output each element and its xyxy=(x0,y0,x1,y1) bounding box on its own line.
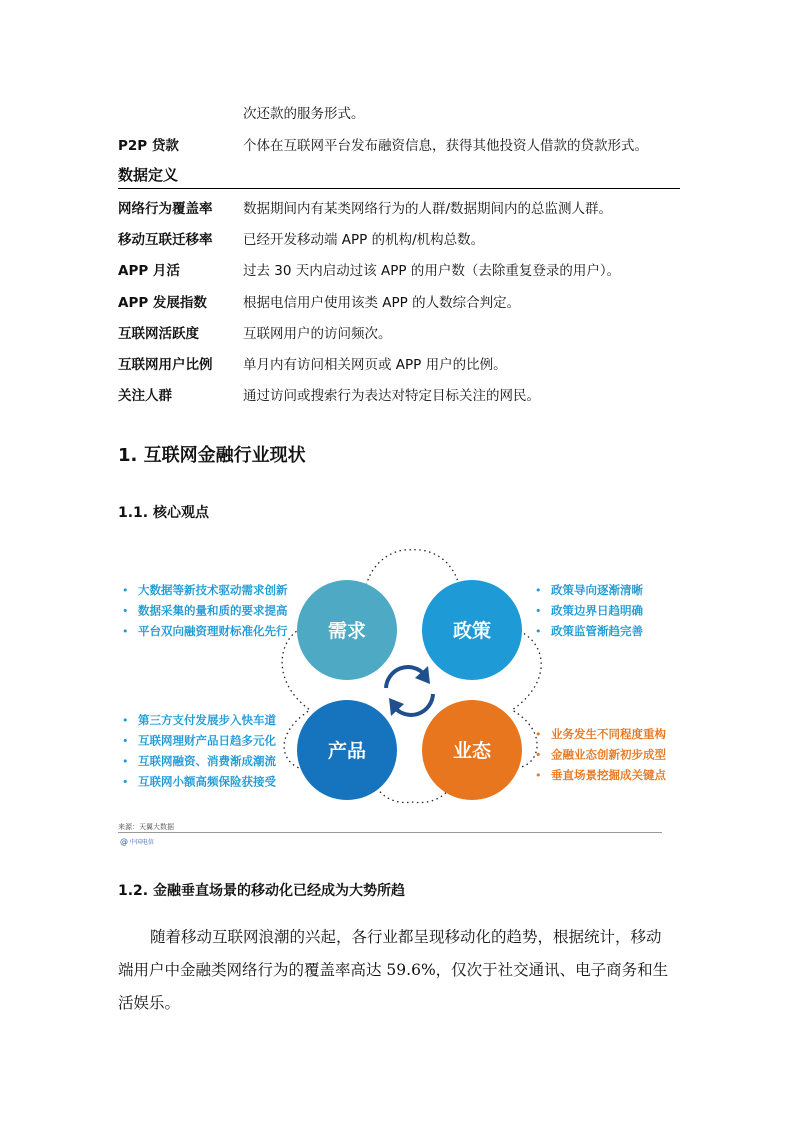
term: P2P 贷款 xyxy=(118,138,179,154)
definition: 过去 30 天内启动过该 APP 的用户数（去除重复登录的用户）。 xyxy=(243,263,621,280)
section-1-title: 1. 互联网金融行业现状 xyxy=(118,445,306,466)
definition-row xyxy=(118,259,678,281)
term: 关注人群 xyxy=(118,388,172,405)
definition-row xyxy=(118,353,678,375)
data-definition-title: 数据定义 xyxy=(118,166,179,184)
point-text: 业务发生不同程度重构 xyxy=(551,727,666,741)
business-points xyxy=(535,727,666,782)
point-text: 垂直场景挖掘成关键点 xyxy=(551,768,666,782)
term: 互联网用户比例 xyxy=(118,357,213,373)
point-text: 互联网理财产品日趋多元化 xyxy=(138,733,276,748)
bullet-icon: • xyxy=(535,604,542,618)
definition: 根据电信用户使用该类 APP 的人数综合判定。 xyxy=(243,294,521,311)
bullet-icon: • xyxy=(122,625,129,638)
logo-swirl-icon: @ xyxy=(120,837,128,846)
bullet-icon: • xyxy=(122,714,129,727)
dotted-loop-top xyxy=(365,550,460,590)
bullet-icon: • xyxy=(122,584,129,597)
business-label: 业态 xyxy=(452,740,492,762)
bullet-icon: • xyxy=(535,625,542,638)
product-points xyxy=(122,713,276,789)
point-text: 金融业态创新初步成型 xyxy=(551,747,666,762)
point-text: 政策监管渐趋完善 xyxy=(551,624,643,638)
definition: 通过访问或搜索行为表达对特定目标关注的网民。 xyxy=(243,388,540,405)
definition: 个体在互联网平台发布融资信息，获得其他投资人借款的贷款形式。 xyxy=(243,138,648,154)
term: APP 月活 xyxy=(118,263,180,280)
paragraph-line: 端用户中金融类网络行为的覆盖率高达 59.6%，仅次于社交通讯、电子商务和生 xyxy=(118,961,669,979)
term: 网络行为覆盖率 xyxy=(118,201,213,217)
bullet-icon: • xyxy=(535,769,542,782)
section-1-2-title: 1.2. 金融垂直场景的移动化已经成为大势所趋 xyxy=(118,883,405,899)
section-1-1-title: 1.1. 核心观点 xyxy=(118,505,209,521)
paragraph-line: 活娱乐。 xyxy=(118,994,181,1012)
bullet-icon: • xyxy=(122,775,129,789)
paragraph-line: 随着移动互联网浪潮的兴起，各行业都呈现移动化的趋势，根据统计，移动 xyxy=(150,928,662,946)
point-text: 互联网小额高频保险获接受 xyxy=(138,774,276,789)
policy-points xyxy=(535,583,643,638)
source-note: 来源：天翼大数据 xyxy=(118,823,174,831)
cycle-arrows-icon xyxy=(386,666,433,716)
point-text: 大数据等新技术驱动需求创新 xyxy=(138,583,288,597)
demand-points xyxy=(122,583,288,638)
bullet-icon: • xyxy=(535,748,542,762)
definition-row xyxy=(118,384,678,406)
definition-row xyxy=(118,228,678,250)
bullet-icon: • xyxy=(122,734,129,748)
product-label: 产品 xyxy=(327,740,367,762)
bullet-icon: • xyxy=(122,755,129,768)
definition: 数据期间内有某类网络行为的人群/数据期间内的总监测人群。 xyxy=(243,201,613,217)
term: 互联网活跃度 xyxy=(118,325,199,342)
bullet-icon: • xyxy=(535,584,542,597)
core-views-diagram xyxy=(110,540,670,815)
point-text: 平台双向融资理财标准化先行 xyxy=(138,624,288,638)
point-text: 政策导向逐渐清晰 xyxy=(551,583,643,597)
continuation-text: 次还款的服务形式。 xyxy=(243,106,365,122)
point-text: 互联网融资、消费渐成潮流 xyxy=(138,754,276,768)
logo-text: 中国电信 xyxy=(129,839,154,846)
definition-row-p2p xyxy=(118,134,678,156)
definition: 单月内有访问相关网页或 APP 用户的比例。 xyxy=(243,357,507,373)
term: APP 发展指数 xyxy=(118,294,207,311)
china-telecom-logo xyxy=(120,837,154,846)
body-paragraph xyxy=(118,921,678,1020)
demand-label: 需求 xyxy=(327,620,367,642)
point-text: 政策边界日趋明确 xyxy=(551,603,643,618)
definition-row xyxy=(118,291,678,313)
bullet-icon: • xyxy=(122,604,129,618)
definition-row xyxy=(118,197,678,219)
definition-row xyxy=(118,322,678,344)
point-text: 第三方支付发展步入快车道 xyxy=(138,713,276,727)
divider xyxy=(118,188,680,189)
source-divider xyxy=(118,832,662,833)
point-text: 数据采集的量和质的要求提高 xyxy=(138,603,288,618)
definition: 互联网用户的访问频次。 xyxy=(243,325,392,342)
definition: 已经开发移动端 APP 的机构/机构总数。 xyxy=(243,232,485,249)
policy-label: 政策 xyxy=(452,620,492,642)
bullet-icon: • xyxy=(535,728,542,741)
term: 移动互联迁移率 xyxy=(118,232,213,249)
